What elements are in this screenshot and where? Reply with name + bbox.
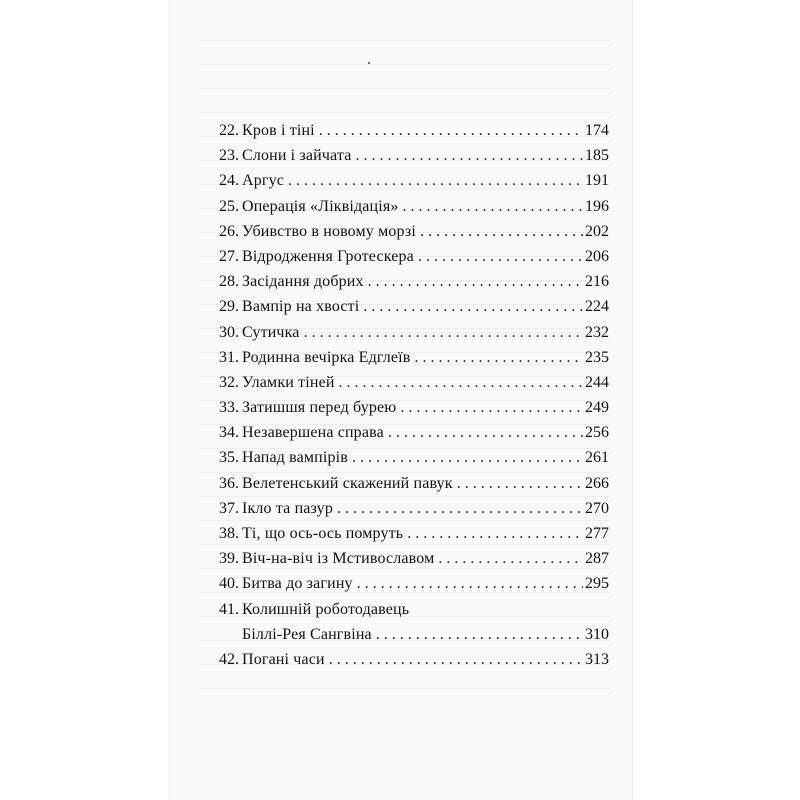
toc-entry-line	[219, 471, 609, 496]
chapter-number: 39.	[219, 550, 239, 568]
toc-entry-line	[219, 143, 609, 168]
toc-entry-line	[219, 219, 609, 244]
page-number: 295	[585, 575, 609, 593]
chapter-number: 34.	[219, 424, 239, 442]
toc-entry	[219, 471, 609, 496]
dot-leader	[304, 320, 583, 345]
page-number: 277	[585, 525, 609, 542]
toc-entry	[219, 345, 609, 370]
page-number: 235	[585, 348, 609, 366]
toc-entry	[219, 168, 609, 193]
toc-entry-line	[219, 269, 609, 294]
chapter-number: 29.	[219, 298, 239, 316]
chapter-title: Кров і тіні	[242, 122, 315, 139]
chapter-number: 24.	[219, 172, 239, 190]
chapter-number: 42.	[219, 650, 239, 668]
toc-entry	[219, 194, 609, 219]
chapter-number: 38.	[219, 525, 239, 542]
toc-entry-line	[219, 395, 609, 420]
toc-entry	[219, 647, 609, 672]
dot-leader	[376, 622, 583, 647]
chapter-title: Вампір на хвості	[242, 298, 360, 316]
chapter-title: Уламки тіней	[242, 373, 335, 391]
toc-entry	[219, 320, 609, 345]
page-number: 256	[585, 424, 609, 442]
toc-entry-line	[219, 294, 609, 319]
toc-entry	[219, 597, 609, 647]
chapter-number: 30.	[219, 323, 239, 341]
page-number: 224	[585, 298, 609, 316]
dot-leader	[438, 546, 583, 571]
table-of-contents	[219, 118, 609, 672]
chapter-number: 23.	[219, 147, 239, 165]
dot-leader	[407, 521, 583, 546]
toc-entry	[219, 143, 609, 168]
chapter-number: 32.	[219, 373, 239, 391]
page-number: 185	[585, 147, 609, 165]
dot-leader	[388, 420, 583, 445]
dot-leader	[337, 496, 583, 521]
chapter-title: Незавершена справа	[242, 424, 384, 442]
chapter-title: Слони і зайчата	[242, 147, 352, 165]
toc-entry	[219, 395, 609, 420]
toc-entry-line	[219, 168, 609, 193]
dot-leader	[352, 445, 583, 470]
chapter-number: 22.	[219, 122, 239, 139]
dot-leader	[329, 647, 583, 672]
dot-leader	[368, 269, 583, 294]
dot-leader	[418, 244, 583, 269]
dot-leader	[400, 395, 583, 420]
toc-entry-line	[219, 546, 609, 571]
toc-entry	[219, 496, 609, 521]
chapter-title: Віч-на-віч із Мстивославом	[242, 550, 435, 568]
page-number: 310	[585, 625, 609, 643]
chapter-number: 33.	[219, 399, 239, 417]
chapter-title: Напад вампірів	[242, 449, 348, 467]
toc-entry-line	[219, 320, 609, 345]
toc-entry	[219, 420, 609, 445]
toc-entry	[219, 445, 609, 470]
chapter-title: Погані часи	[242, 650, 325, 668]
dot-leader	[288, 168, 583, 193]
chapter-title: Затишшя перед бурею	[242, 399, 397, 417]
toc-entry-line	[219, 445, 609, 470]
chapter-title: Аргус	[242, 172, 284, 190]
chapter-title: Убивство в новому морзі	[242, 222, 416, 240]
toc-entry	[219, 521, 609, 546]
chapter-title-continued: Біллі-Рея Сангвіна	[242, 625, 372, 643]
toc-entry-line	[219, 420, 609, 445]
chapter-number: 28.	[219, 273, 239, 291]
toc-entry	[219, 244, 609, 269]
chapter-title: Операція «Ліквідація»	[242, 197, 399, 215]
toc-entry-line	[219, 597, 609, 622]
chapter-number: 40.	[219, 575, 239, 593]
toc-entry-line	[219, 370, 609, 395]
toc-entry	[219, 269, 609, 294]
page-number: 196	[585, 197, 609, 215]
dot-leader	[403, 194, 583, 219]
page-number: 249	[585, 399, 609, 417]
page-number: 174	[585, 122, 609, 139]
chapter-number: 37.	[219, 499, 239, 517]
toc-entry-line	[219, 571, 609, 596]
page-number: 244	[585, 373, 609, 391]
toc-entry	[219, 370, 609, 395]
page-number: 270	[585, 499, 609, 517]
page-number: 313	[585, 650, 609, 668]
dot-leader	[363, 294, 583, 319]
chapter-number: 36.	[219, 474, 239, 492]
page-number: 202	[585, 222, 609, 240]
chapter-title: Родинна вечірка Едглеїв	[242, 348, 411, 366]
dot-leader	[457, 471, 583, 496]
chapter-title: Ікло та пазур	[242, 499, 333, 517]
toc-entry-line	[219, 345, 609, 370]
page-number: 287	[585, 550, 609, 568]
toc-entry	[219, 294, 609, 319]
chapter-number: 41.	[219, 600, 239, 618]
ink-speck	[368, 62, 370, 64]
toc-entry-line	[219, 496, 609, 521]
toc-entry	[219, 118, 609, 143]
toc-entry	[219, 219, 609, 244]
chapter-number: 35.	[219, 449, 239, 467]
dot-leader	[355, 143, 583, 168]
chapter-title: Засідання добрих	[242, 273, 364, 291]
page-number: 261	[585, 449, 609, 467]
page-number: 216	[585, 273, 609, 291]
toc-entry-line	[219, 244, 609, 269]
dot-leader	[357, 571, 583, 596]
chapter-title: Колишній роботодавець	[242, 600, 410, 618]
chapter-title: Велетенський скажений павук	[242, 474, 453, 492]
toc-entry-line	[219, 622, 609, 647]
toc-entry-line	[219, 118, 609, 143]
page-number: 232	[585, 323, 609, 341]
toc-entry	[219, 571, 609, 596]
dot-leader	[339, 370, 583, 395]
toc-entry-line	[219, 521, 609, 546]
toc-entry-line	[219, 194, 609, 219]
toc-entry-line	[219, 647, 609, 672]
chapter-title: Битва до загину	[242, 575, 353, 593]
chapter-title: Сутичка	[242, 323, 300, 341]
toc-entry	[219, 546, 609, 571]
chapter-title: Відродження Гротескера	[242, 247, 414, 265]
chapter-title: Ті, що ось-ось помруть	[242, 525, 404, 542]
chapter-number: 27.	[219, 247, 239, 265]
page-number: 206	[585, 247, 609, 265]
chapter-number: 31.	[219, 348, 239, 366]
dot-leader	[420, 219, 583, 244]
chapter-number: 25.	[219, 197, 239, 215]
chapter-number: 26.	[219, 222, 239, 240]
dot-leader	[414, 345, 583, 370]
dot-leader	[319, 118, 583, 143]
page-number: 191	[585, 172, 609, 190]
page-number: 266	[585, 474, 609, 492]
